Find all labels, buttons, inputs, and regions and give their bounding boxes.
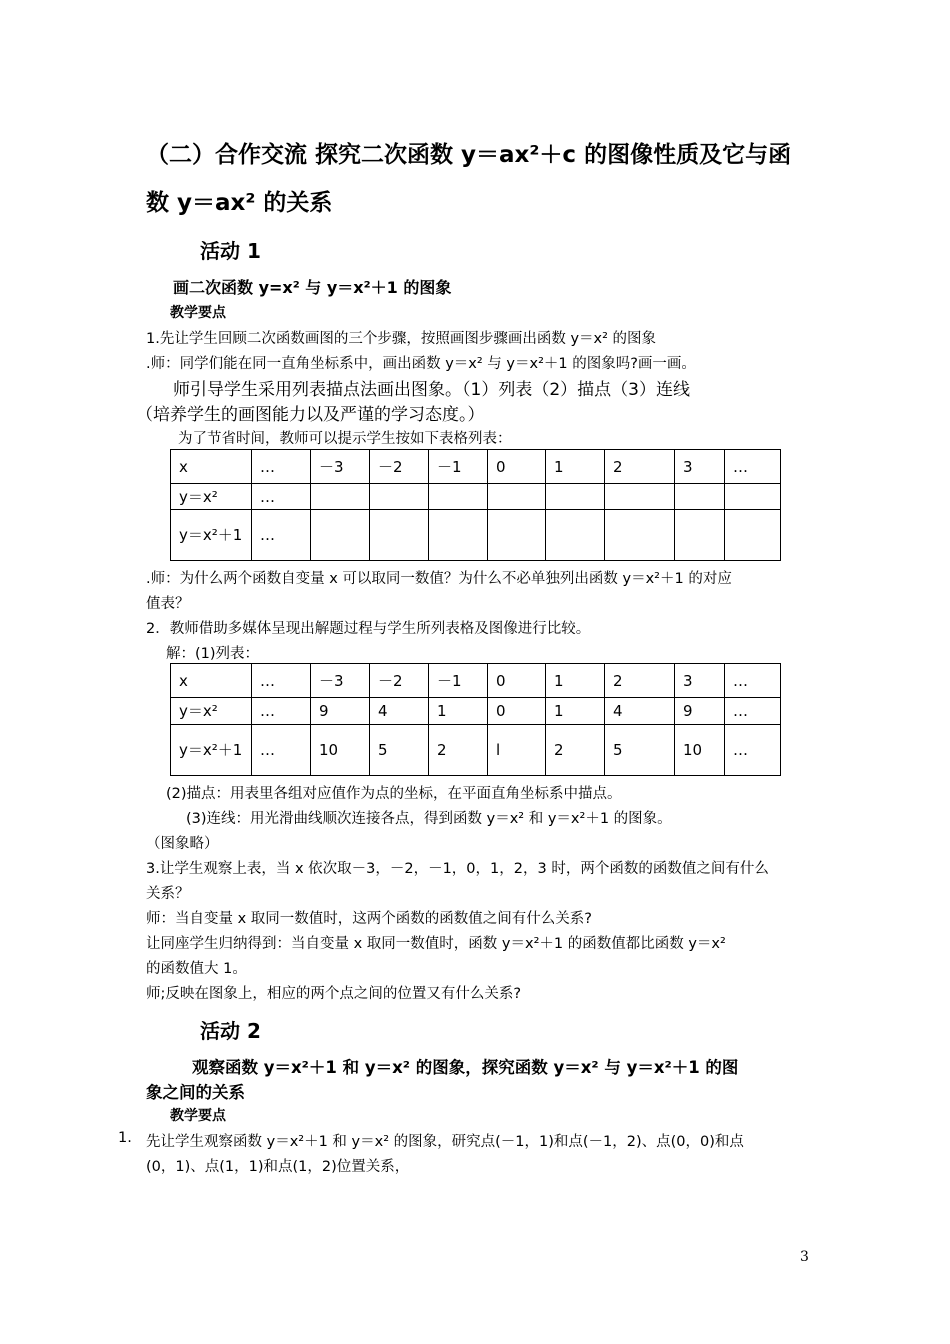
table-cell <box>675 484 725 510</box>
table-cell: … <box>252 450 311 484</box>
table-cell <box>675 510 725 561</box>
paragraph: 师;反映在图象上，相应的两个点之间的位置又有什么关系? <box>146 986 522 1002</box>
paragraph: （培养学生的画图能力以及严谨的学习态度。） <box>136 405 485 425</box>
table-cell: … <box>252 664 311 698</box>
activity-1-points-label: 教学要点 <box>170 305 226 321</box>
activity-2-heading: 活动 2 <box>200 1019 261 1043</box>
table-cell: 4 <box>370 698 429 725</box>
table-cell <box>311 484 370 510</box>
table-cell <box>488 510 546 561</box>
table-cell: x <box>171 664 252 698</box>
paragraph: 2．教师借助多媒体呈现出解题过程与学生所列表格及图像进行比较。 <box>146 621 591 637</box>
value-table-empty <box>170 449 781 561</box>
paragraph: 为了节省时间，教师可以提示学生按如下表格列表： <box>178 431 512 447</box>
page-number: 3 <box>800 1249 809 1265</box>
table-cell <box>370 510 429 561</box>
table-cell <box>605 484 675 510</box>
paragraph: 让同座学生归纳得到：当自变量 x 取同一数值时，函数 y＝x²＋1 的函数值都比函数 y＝x² <box>146 936 726 952</box>
table-cell: y＝x²＋1 <box>171 725 252 776</box>
table-cell <box>725 484 781 510</box>
table-cell: 5 <box>370 725 429 776</box>
table-cell: … <box>252 510 311 561</box>
table-cell <box>725 510 781 561</box>
table-cell: －1 <box>429 664 488 698</box>
table-cell: 1 <box>546 664 605 698</box>
table-cell: －2 <box>370 664 429 698</box>
table-row <box>171 450 781 484</box>
table-cell: 3 <box>675 450 725 484</box>
table-cell: －3 <box>311 664 370 698</box>
paragraph: 3.让学生观察上表，当 x 依次取－3，－2，－1，0，1，2，3 时，两个函数的函数值之间有什么 <box>146 861 769 877</box>
title-line-1: （二）合作交流 探究二次函数 y＝ax²＋c 的图像性质及它与函 <box>146 142 792 168</box>
paragraph: 值表？ <box>146 596 190 612</box>
table-cell: … <box>252 484 311 510</box>
activity-1-subheading: 画二次函数 y=x² 与 y＝x²＋1 的图象 <box>173 278 452 297</box>
activity-1-heading: 活动 1 <box>200 239 261 263</box>
table-cell: 2 <box>605 664 675 698</box>
table-row <box>171 698 781 725</box>
table-cell: 3 <box>675 664 725 698</box>
table-cell <box>488 484 546 510</box>
table-cell: y＝x²＋1 <box>171 510 252 561</box>
paragraph: .师：同学们能在同一直角坐标系中，画出函数 y＝x² 与 y＝x²＋1 的图象吗?画一画。 <box>146 356 696 372</box>
list-item: 先让学生观察函数 y＝x²＋1 和 y＝x² 的图象，研究点(－1，1)和点(－1，2)、点(0，0)和点 <box>146 1134 744 1150</box>
table-cell: 10 <box>675 725 725 776</box>
table-cell <box>429 484 488 510</box>
list-item: (0，1)、点(1，1)和点(1，2)位置关系， <box>146 1159 410 1175</box>
table-row <box>171 725 781 776</box>
table-cell: y＝x² <box>171 484 252 510</box>
table-cell: 2 <box>605 450 675 484</box>
activity-2-subheading-line-2: 象之间的关系 <box>146 1083 245 1102</box>
paragraph: 师引导学生采用列表描点法画出图象。（1）列表（2）描点（3）连线 <box>173 380 690 400</box>
paragraph: 关系？ <box>146 886 190 902</box>
table-cell: 0 <box>488 698 546 725</box>
paragraph: (2)描点：用表里各组对应值作为点的坐标，在平面直角坐标系中描点。 <box>166 786 622 802</box>
table-cell: －1 <box>429 450 488 484</box>
table-cell: 1 <box>546 698 605 725</box>
title-line-2: 数 y＝ax² 的关系 <box>146 190 333 216</box>
table-cell: y＝x² <box>171 698 252 725</box>
table-cell: 0 <box>488 664 546 698</box>
paragraph: 1.先让学生回顾二次函数画图的三个步骤，按照画图步骤画出函数 y＝x² 的图象 <box>146 331 657 347</box>
table-cell: －3 <box>311 450 370 484</box>
paragraph: 师：当自变量 x 取同一数值时，这两个函数的函数值之间有什么关系? <box>146 911 592 927</box>
table-row <box>171 484 781 510</box>
table-cell: 9 <box>675 698 725 725</box>
table-cell: 1 <box>429 698 488 725</box>
list-item-number: 1. <box>118 1130 132 1146</box>
table-cell <box>429 510 488 561</box>
table-cell: … <box>725 450 781 484</box>
paragraph: 解：(1)列表： <box>166 646 260 662</box>
table-cell: 9 <box>311 698 370 725</box>
table-cell: 1 <box>546 450 605 484</box>
table-cell <box>605 510 675 561</box>
activity-2-points-label: 教学要点 <box>170 1108 226 1124</box>
table-cell: 0 <box>488 450 546 484</box>
paragraph: （图象略） <box>146 836 219 852</box>
table-cell <box>370 484 429 510</box>
table-cell: 2 <box>546 725 605 776</box>
table-cell: 4 <box>605 698 675 725</box>
table-cell: … <box>252 698 311 725</box>
activity-2-subheading-line-1: 观察函数 y＝x²＋1 和 y＝x² 的图象，探究函数 y＝x² 与 y＝x²＋1 的图 <box>192 1058 739 1077</box>
table-cell: －2 <box>370 450 429 484</box>
paragraph: 的函数值大 1。 <box>146 961 247 977</box>
table-cell: 10 <box>311 725 370 776</box>
table-cell: … <box>725 698 781 725</box>
table-cell: x <box>171 450 252 484</box>
table-cell: … <box>252 725 311 776</box>
table-cell: … <box>725 725 781 776</box>
table-cell <box>311 510 370 561</box>
table-row <box>171 664 781 698</box>
table-cell: 2 <box>429 725 488 776</box>
value-table-filled <box>170 663 781 776</box>
table-cell <box>546 510 605 561</box>
table-row <box>171 510 781 561</box>
table-cell: … <box>725 664 781 698</box>
paragraph: .师：为什么两个函数自变量 x 可以取同一数值？为什么不必单独列出函数 y＝x²＋1 的对应 <box>146 571 732 587</box>
paragraph: (3)连线：用光滑曲线顺次连接各点，得到函数 y＝x² 和 y＝x²＋1 的图象。 <box>186 811 672 827</box>
table-cell: 5 <box>605 725 675 776</box>
table-cell: l <box>488 725 546 776</box>
table-cell <box>546 484 605 510</box>
